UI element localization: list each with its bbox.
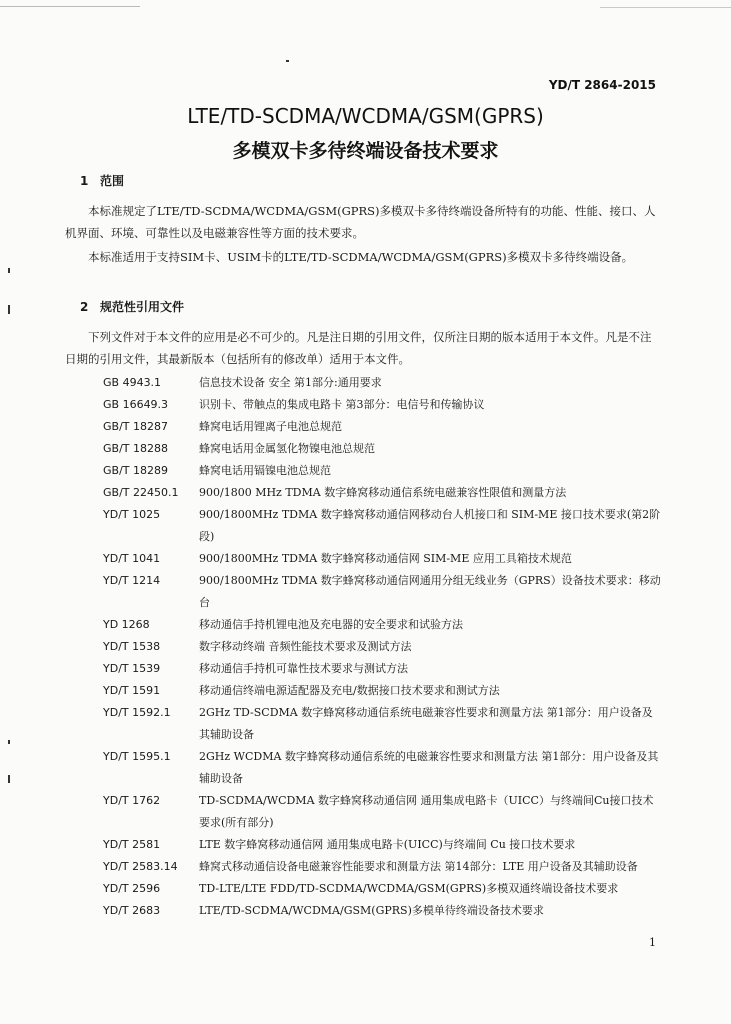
section-title: 规范性引用文件 (100, 300, 185, 314)
reference-code: YD/T 2581 (103, 838, 161, 851)
reference-title: LTE 数字蜂窝移动通信网 通用集成电路卡(UICC)与终端间 Cu 接口技术要求 (199, 838, 576, 851)
reference-item (103, 438, 663, 460)
section-title: 范围 (100, 174, 125, 188)
reference-code: YD/T 1592.1 (103, 706, 171, 719)
reference-code: GB/T 18288 (103, 442, 168, 455)
reference-code: GB/T 22450.1 (103, 486, 179, 499)
scan-speck (286, 60, 289, 62)
reference-item (103, 878, 663, 900)
reference-item (103, 416, 663, 438)
reference-item (103, 482, 663, 504)
reference-item (103, 702, 663, 746)
reference-title: 蜂窝电话用锂离子电池总规范 (199, 420, 342, 433)
reference-title: TD-LTE/LTE FDD/TD-SCDMA/WCDMA/GSM(GPRS)多模双通终端设备技术要求 (199, 882, 619, 895)
scan-speck (8, 305, 10, 314)
paragraph: 本标准适用于支持SIM卡、USIM卡的LTE/TD-SCDMA/WCDMA/GSM(GPRS)多模双卡多待终端设备。 (88, 250, 634, 264)
reference-item (103, 548, 663, 570)
reference-code: YD/T 1538 (103, 640, 161, 653)
reference-code: YD/T 1214 (103, 574, 161, 587)
reference-code: GB/T 18289 (103, 464, 168, 477)
reference-item (103, 460, 663, 482)
reference-item (103, 790, 663, 834)
reference-item (103, 504, 663, 548)
reference-title: 蜂窝电话用金属氢化物镍电池总规范 (199, 442, 375, 455)
reference-code: GB 16649.3 (103, 398, 169, 411)
reference-item (103, 658, 663, 680)
paragraph: 下列文件对于本文件的应用是必不可少的。凡是注日期的引用文件，仅所注日期的版本适用于本文件。凡是不注日期的引用文件，其最新版本（包括所有的修改单）适用于本文件。 (65, 330, 652, 366)
scan-edge-mark (0, 6, 140, 7)
section-number: 1 (80, 174, 89, 188)
scan-edge-mark (600, 7, 731, 8)
scan-speck (8, 268, 10, 273)
reference-code: GB/T 18287 (103, 420, 168, 433)
reference-title: 2GHz WCDMA 数字蜂窝移动通信系统的电磁兼容性要求和测量方法 第1部分：用户设备及其辅助设备 (199, 750, 659, 785)
paragraph: 本标准规定了LTE/TD-SCDMA/WCDMA/GSM(GPRS)多模双卡多待终端设备所特有的功能、性能、接口、人机界面、环境、可靠性以及电磁兼容性等方面的技术要求。 (65, 204, 656, 240)
reference-code: YD/T 1025 (103, 508, 161, 521)
reference-title: LTE/TD-SCDMA/WCDMA/GSM(GPRS)多模单待终端设备技术要求 (199, 904, 544, 917)
reference-code: YD/T 1041 (103, 552, 161, 565)
reference-title: 蜂窝式移动通信设备电磁兼容性能要求和测量方法 第14部分：LTE 用户设备及其辅助设备 (199, 860, 638, 873)
scan-speck (8, 740, 10, 744)
reference-item (103, 746, 663, 790)
reference-title: TD-SCDMA/WCDMA 数字蜂窝移动通信网 通用集成电路卡（UICC）与终端间Cu接口技术要求(所有部分) (199, 794, 654, 829)
reference-code: YD/T 1762 (103, 794, 161, 807)
reference-title: 2GHz TD-SCDMA 数字蜂窝移动通信系统电磁兼容性要求和测量方法 第1部分：用户设备及其辅助设备 (199, 706, 653, 741)
reference-code: YD/T 2683 (103, 904, 161, 917)
reference-code: GB 4943.1 (103, 376, 162, 389)
reference-title: 蜂窝电话用镉镍电池总规范 (199, 464, 331, 477)
reference-code: YD/T 2583.14 (103, 860, 178, 873)
reference-code: YD/T 1539 (103, 662, 161, 675)
reference-title: 900/1800MHz TDMA 数字蜂窝移动通信网通用分组无线业务（GPRS）设备技术要求：移动台 (199, 574, 661, 609)
section-heading-normative-references (80, 298, 184, 315)
reference-title: 数字移动终端 音频性能技术要求及测试方法 (199, 640, 412, 653)
reference-item (103, 900, 663, 922)
reference-title: 900/1800MHz TDMA 数字蜂窝移动通信网 SIM-ME 应用工具箱技术规范 (199, 552, 572, 565)
reference-list (103, 372, 663, 922)
reference-item (103, 834, 663, 856)
section-heading-scope (80, 172, 124, 189)
reference-title: 识别卡、带触点的集成电路卡 第3部分：电信号和传输协议 (199, 398, 485, 411)
reference-item (103, 636, 663, 658)
reference-code: YD/T 1595.1 (103, 750, 171, 763)
reference-title: 信息技术设备 安全 第1部分:通用要求 (199, 376, 382, 389)
reference-code: YD/T 2596 (103, 882, 161, 895)
document-title-chinese: 多模双卡多待终端设备技术要求 (232, 140, 499, 162)
reference-title: 移动通信终端电源适配器及充电/数据接口技术要求和测试方法 (199, 684, 500, 697)
reference-item (103, 394, 663, 416)
reference-title: 900/1800 MHz TDMA 数字蜂窝移动通信系统电磁兼容性限值和测量方法 (199, 486, 567, 499)
reference-item (103, 372, 663, 394)
page-number: 1 (649, 936, 656, 949)
reference-item (103, 856, 663, 878)
document-title-english: LTE/TD-SCDMA/WCDMA/GSM(GPRS) (187, 104, 544, 128)
reference-title: 移动通信手持机可靠性技术要求与测试方法 (199, 662, 408, 675)
section-number: 2 (80, 300, 89, 314)
reference-item (103, 680, 663, 702)
reference-item (103, 570, 663, 614)
reference-code: YD 1268 (103, 618, 150, 631)
reference-title: 移动通信手持机锂电池及充电器的安全要求和试验方法 (199, 618, 463, 631)
reference-title: 900/1800MHz TDMA 数字蜂窝移动通信网移动台人机接口和 SIM-ME 接口技术要求(第2阶段) (199, 508, 661, 543)
standard-code: YD/T 2864-2015 (548, 78, 656, 92)
scan-speck (8, 775, 10, 783)
reference-code: YD/T 1591 (103, 684, 161, 697)
reference-item (103, 614, 663, 636)
